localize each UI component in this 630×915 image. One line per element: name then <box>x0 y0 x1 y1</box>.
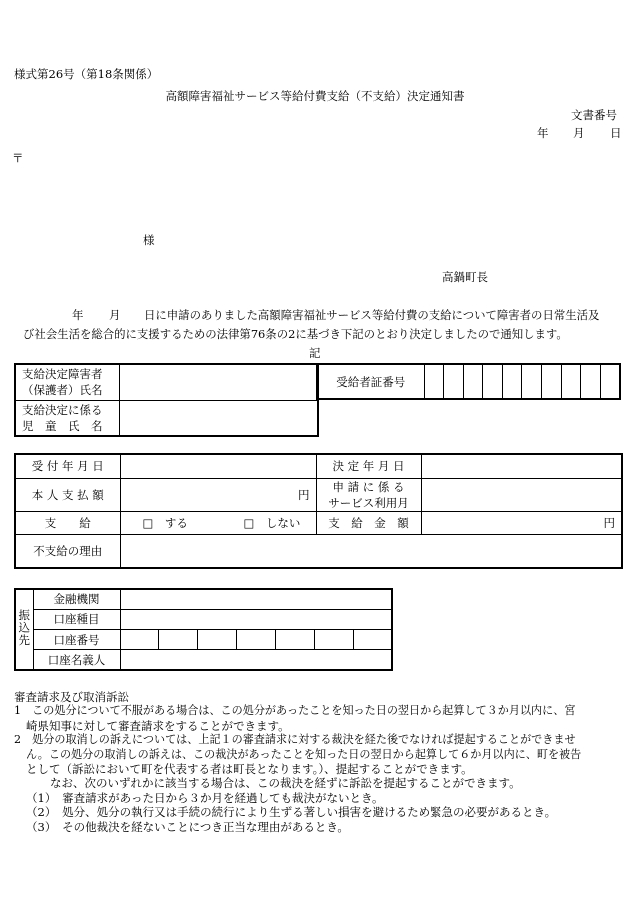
receipt-date-label: 受 付 年 月 日 <box>15 454 120 478</box>
decision-table <box>14 453 623 569</box>
date-year-label: 年 <box>537 126 549 140</box>
intro-text-line1: 日に申請のありました高額障害福祉サービス等給付費の支給について障害者の日常生活及 <box>144 308 600 322</box>
notes-item1: 1 この処分について不服がある場合は、この処分があったことを知った日の翌日から起算して３か月以内に、宮 <box>14 704 576 718</box>
account-number-digit[interactable] <box>159 630 198 650</box>
account-number-digit[interactable] <box>275 630 314 650</box>
yen-unit: 円 <box>298 487 310 502</box>
ki-label: 記 <box>309 346 321 360</box>
intro-month-label: 月 <box>109 308 121 322</box>
payment-options <box>120 511 316 534</box>
notes-sub2: （2） 処分、処分の執行又は手続の続行により生ずる著しい損害を避けるため緊急の必要があるとき。 <box>26 805 557 820</box>
postal-mark: 〒 <box>12 151 24 165</box>
notes-item2-cont2: として（訴訟において町を代表する者は町長となります。）、提起することができます。 <box>26 762 473 777</box>
recipient-number-digit[interactable] <box>542 364 562 399</box>
notes-item1-cont: 崎県知事に対して審査請求をすることができます。 <box>26 718 290 733</box>
recipient-number-digit[interactable] <box>502 364 522 399</box>
account-number-label: 口座番号 <box>33 630 120 650</box>
payment-amount-label: 支 給 金 額 <box>316 511 421 534</box>
recipient-number-digit[interactable] <box>600 364 620 399</box>
guardian-name-field[interactable] <box>119 364 318 400</box>
form-number: 様式第26号（第18条関係） <box>14 67 159 81</box>
notes-item2-cont3: なお、次のいずれかに該当する場合は、この裁決を経ずに訴訟を提起することができます。 <box>50 776 521 791</box>
recipient-number-digit[interactable] <box>463 364 483 399</box>
transfer-table <box>14 588 393 671</box>
notes-sub1: （1） 審査請求があった日から３か月を経過しても裁決がないとき。 <box>26 790 384 805</box>
recipient-number-digit[interactable] <box>424 364 444 399</box>
notes-heading: 審査請求及び取消訴訟 <box>14 690 129 704</box>
account-holder-label: 口座名義人 <box>33 650 120 670</box>
account-holder-field[interactable] <box>120 650 392 670</box>
transfer-destination-label: 振込先 <box>15 589 33 670</box>
document-title: 高額障害福祉サービス等給付費支給（不支給）決定通知書 <box>165 89 465 103</box>
yen-unit: 円 <box>603 515 615 530</box>
option-pay-checkbox[interactable]: □ する <box>142 515 188 530</box>
notes-item2: 2 処分の取消しの訴えについては、上記１の審査請求に対する裁決を経た後でなければ提起することができませ <box>14 733 576 747</box>
bank-label: 金融機関 <box>33 589 120 609</box>
guardian-name-label: 支給決定障害者 （保護者）氏名 <box>15 364 119 400</box>
account-type-label: 口座種目 <box>33 609 120 629</box>
self-payment-field[interactable] <box>120 478 316 511</box>
option-no-pay-checkbox[interactable]: □ しない <box>243 515 301 530</box>
intro-year-label: 年 <box>72 308 84 322</box>
non-payment-reason-label: 不支給の理由 <box>15 534 120 568</box>
addressee-suffix: 様 <box>143 233 155 247</box>
bank-field[interactable] <box>120 589 392 609</box>
recipient-number-digit[interactable] <box>581 364 601 399</box>
payment-amount-field[interactable] <box>421 511 622 534</box>
account-type-field[interactable] <box>120 609 392 629</box>
date-month-label: 月 <box>573 126 585 140</box>
issuer-name: 高鍋町長 <box>442 270 488 284</box>
recipient-number-label: 受給者証番号 <box>317 364 424 399</box>
recipient-number-digit[interactable] <box>444 364 464 399</box>
decision-date-label: 決 定 年 月 日 <box>316 454 421 478</box>
self-payment-label: 本 人 支 払 額 <box>15 478 120 511</box>
intro-text-line2: び社会生活を総合的に支援するための法律第76条の2に基づき下記のとおり決定しましたので通知します。 <box>23 327 568 341</box>
appeal-notes <box>14 690 619 834</box>
child-name-label: 支給決定に係る 児 童 氏 名 <box>15 400 119 436</box>
non-payment-reason-field[interactable] <box>120 534 622 568</box>
recipient-number-table <box>316 363 621 400</box>
account-number-digit[interactable] <box>120 630 159 650</box>
service-month-label: 申 請 に 係 る サービス利用月 <box>316 478 421 511</box>
notes-sub3: （3） その他裁決を経ないことにつき正当な理由があるとき。 <box>26 819 349 834</box>
decision-date-field[interactable] <box>421 454 622 478</box>
receipt-date-field[interactable] <box>120 454 316 478</box>
notes-item2-cont1: ん。この処分の取消しの訴えは、この裁決があったことを知った日の翌日から起算して６か月以内に、町を被告 <box>26 747 582 761</box>
child-name-field[interactable] <box>119 400 318 436</box>
recipient-number-digit[interactable] <box>522 364 542 399</box>
recipient-number-digit[interactable] <box>483 364 503 399</box>
recipient-table <box>14 363 319 437</box>
date-day-label: 日 <box>610 126 622 140</box>
payment-label: 支 給 <box>15 511 120 534</box>
account-number-digit[interactable] <box>353 630 392 650</box>
account-number-digit[interactable] <box>198 630 237 650</box>
account-number-digit[interactable] <box>237 630 276 650</box>
service-month-field[interactable] <box>421 478 622 511</box>
account-number-digit[interactable] <box>314 630 353 650</box>
document-number-label: 文書番号 <box>571 108 617 122</box>
recipient-number-digit[interactable] <box>561 364 581 399</box>
